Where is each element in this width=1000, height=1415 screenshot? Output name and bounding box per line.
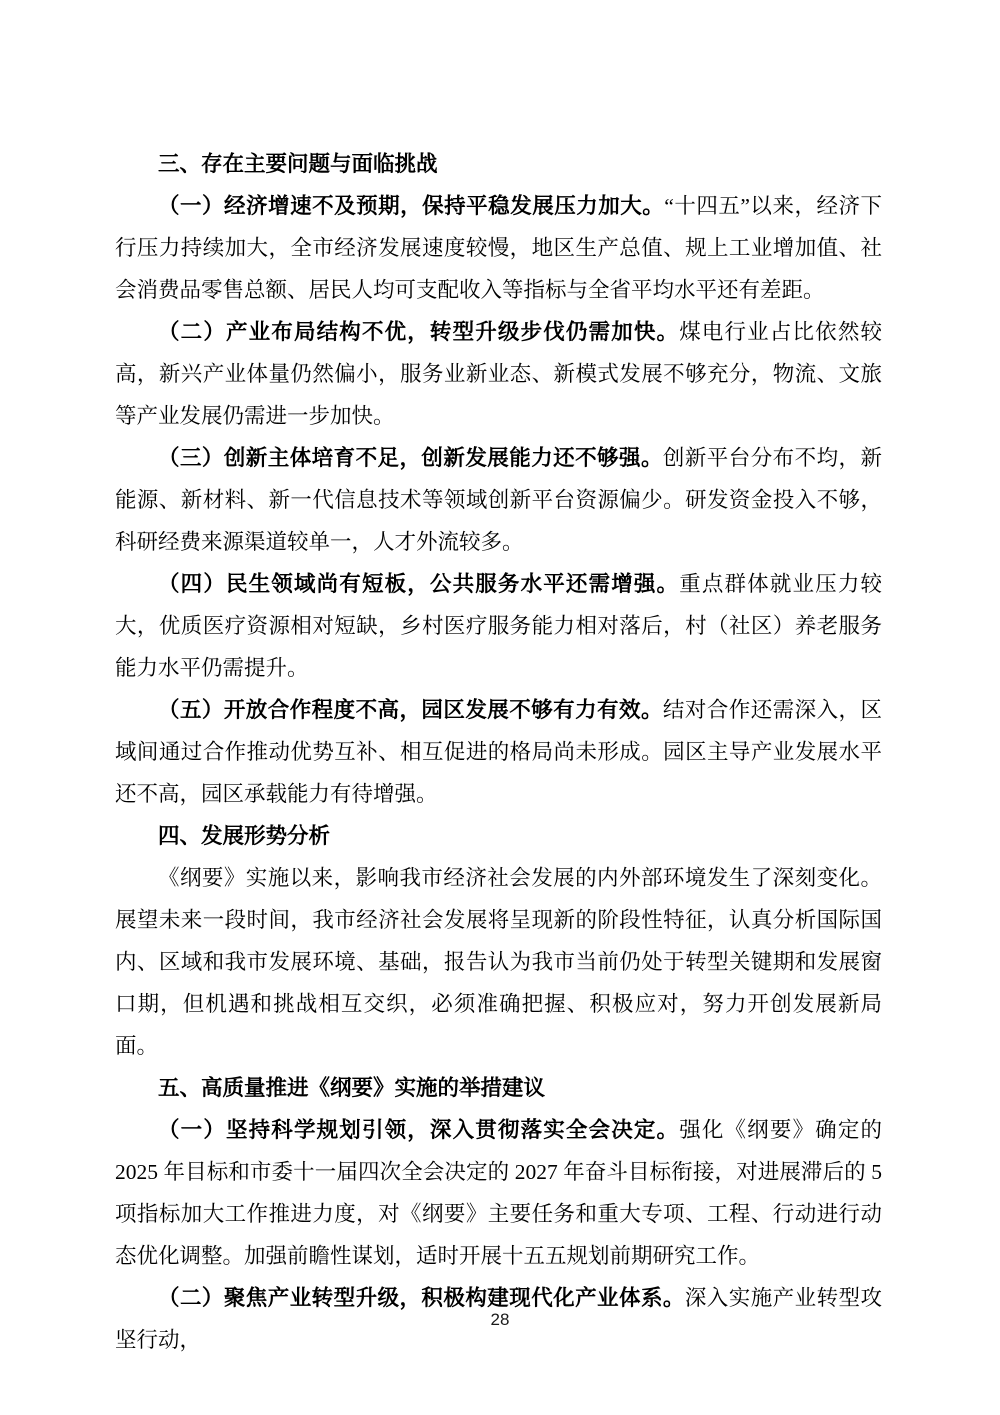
section-heading: 四、发展形势分析: [158, 824, 331, 848]
paragraph-text: 结对合作还需深入，区域间通过合作推动优势互补、相互促进的格局尚未形成。园区主导产业发展水平还不高，园区承载能力有待增强。: [115, 698, 882, 806]
paragraph-lead: （一）经济增速不及预期，保持平稳发展压力加大。: [158, 194, 665, 218]
paragraph-text: 重点群体就业压力较大，优质医疗资源相对短缺，乡村医疗服务能力相对落后，村（社区）养老服务能力水平仍需提升。: [115, 572, 882, 680]
paragraph: [115, 563, 882, 689]
paragraph-lead: （二）产业布局结构不优，转型升级步伐仍需加快。: [158, 320, 680, 344]
section-heading: 三、存在主要问题与面临挑战: [158, 152, 438, 176]
paragraph-lead: （一）坚持科学规划引领，深入贯彻落实全会决定。: [158, 1118, 680, 1142]
paragraph-text: 强化《纲要》确定的 2025 年目标和市委十一届四次全会决定的 2027 年奋斗目标衔接，对进展滞后的 5 项指标加大工作推进力度，对《纲要》主要任务和重大专项、工程、行动进行动态优化调整。加强前瞻性谋划，适时开展十五五规划前期研究工作。: [115, 1118, 882, 1268]
paragraph-lead: （二）聚焦产业转型升级，积极构建现代化产业体系。: [158, 1286, 685, 1310]
page-number: 28: [490, 1310, 510, 1329]
document-body: [115, 143, 882, 1361]
paragraph: [115, 689, 882, 815]
paragraph-text: 煤电行业占比依然较高，新兴产业体量仍然偏小，服务业新业态、新模式发展不够充分，物流、文旅等产业发展仍需进一步加快。: [115, 320, 882, 428]
section-heading: 五、高质量推进《纲要》实施的举措建议: [158, 1076, 546, 1100]
paragraph-text: “十四五”以来，经济下行压力持续加大，全市经济发展速度较慢，地区生产总值、规上工业增加值、社会消费品零售总额、居民人均可支配收入等指标与全省平均水平还有差距。: [115, 194, 882, 302]
paragraph: [115, 1109, 882, 1277]
paragraph-lead: （五）开放合作程度不高，园区发展不够有力有效。: [158, 698, 663, 722]
paragraph: [115, 857, 882, 1067]
paragraph-text: 《纲要》实施以来，影响我市经济社会发展的内外部环境发生了深刻变化。展望未来一段时间，我市经济社会发展将呈现新的阶段性特征，认真分析国际国内、区域和我市发展环境、基础，报告认为我市当前仍处于转型关键期和发展窗口期，但机遇和挑战相互交织，必须准确把握、积极应对，努力开创发展新局面。: [115, 866, 882, 1058]
paragraph-lead: （三）创新主体培育不足，创新发展能力还不够强。: [158, 446, 663, 470]
paragraph-text: 创新平台分布不均，新能源、新材料、新一代信息技术等领域创新平台资源偏少。研发资金投入不够，科研经费来源渠道较单一，人才外流较多。: [115, 446, 882, 554]
paragraph: [115, 437, 882, 563]
paragraph: [115, 311, 882, 437]
paragraph-lead: （四）民生领域尚有短板，公共服务水平还需增强。: [158, 572, 680, 596]
paragraph-text: 深入实施产业转型攻坚行动，: [115, 1286, 882, 1352]
paragraph: [115, 185, 882, 311]
